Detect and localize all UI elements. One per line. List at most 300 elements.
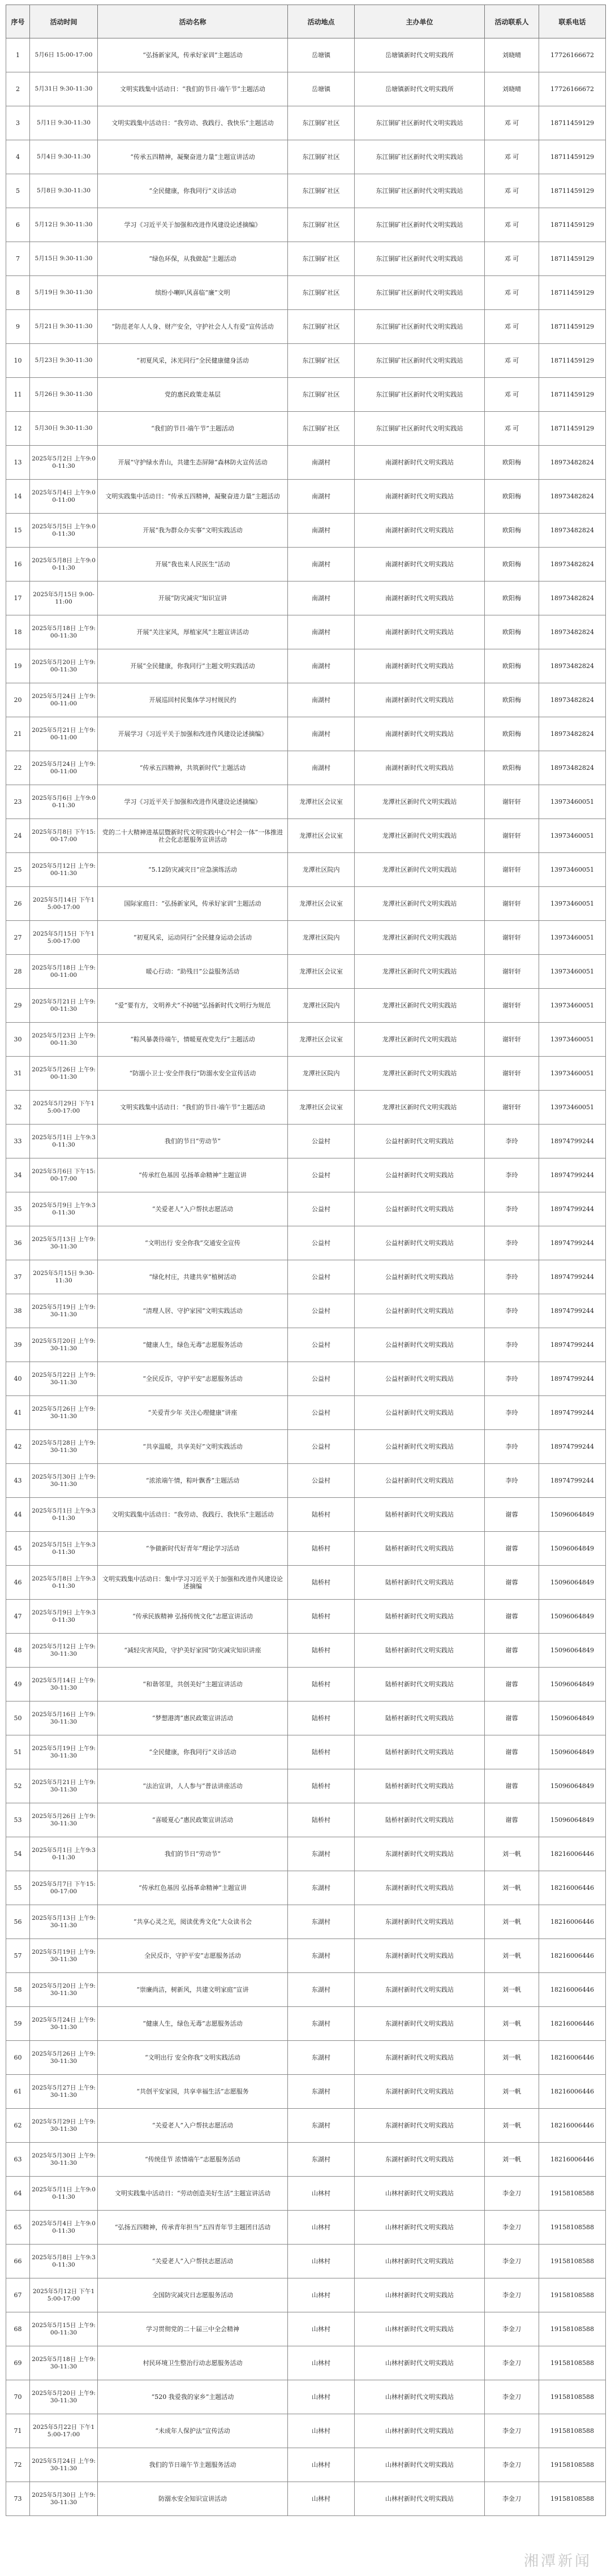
cell-time: 2025年5月15日 上午9:00-11:30 <box>30 2312 98 2346</box>
cell-activity-name: “弘扬五四精神，传承青年担当”五四青年节主题团日活动 <box>98 2211 288 2245</box>
cell-index: 42 <box>6 1430 30 1464</box>
cell-index: 26 <box>6 887 30 921</box>
cell-contact: 李金刀 <box>485 2448 539 2482</box>
cell-host: 东湖村新时代文明实践站 <box>355 2007 485 2041</box>
cell-place: 山林村 <box>288 2278 355 2312</box>
cell-phone: 18974799244 <box>539 1328 606 1362</box>
cell-phone: 19158108588 <box>539 2211 606 2245</box>
cell-host: 东江铜矿社区新时代文明实践站 <box>355 276 485 310</box>
cell-place: 山林村 <box>288 2380 355 2414</box>
cell-host: 陆桥村新时代文明实践站 <box>355 1566 485 1600</box>
cell-host: 龙潭社区新时代文明实践站 <box>355 1091 485 1125</box>
cell-index: 49 <box>6 1668 30 1701</box>
cell-time: 2025年5月26日 上午9:00-11:30 <box>30 1057 98 1091</box>
cell-index: 38 <box>6 1294 30 1328</box>
cell-index: 31 <box>6 1057 30 1091</box>
cell-contact: 邓 可 <box>485 378 539 412</box>
cell-activity-name: 文明实践集中活动日：集中学习习近平关于加强和改进作风建设论述摘编 <box>98 1566 288 1600</box>
table-row <box>6 955 606 989</box>
table-row <box>6 310 606 344</box>
cell-activity-name: “我们的节日·端午节”主题活动 <box>98 412 288 446</box>
cell-place: 东湖村 <box>288 1939 355 1973</box>
cell-time: 2025年5月21日 上午9:00-11:30 <box>30 989 98 1023</box>
cell-place: 东江铜矿社区 <box>288 344 355 378</box>
cell-phone: 18973482824 <box>539 717 606 751</box>
cell-phone: 18973482824 <box>539 514 606 548</box>
cell-time: 5月8日 9:30-11:30 <box>30 174 98 208</box>
cell-phone: 15096064849 <box>539 1735 606 1769</box>
cell-place: 东湖村 <box>288 2075 355 2109</box>
cell-contact: 李金刀 <box>485 2278 539 2312</box>
cell-place: 陆桥村 <box>288 1532 355 1566</box>
cell-host: 公益村新时代文明实践站 <box>355 1294 485 1328</box>
cell-place: 东湖村 <box>288 2109 355 2143</box>
cell-index: 7 <box>6 242 30 276</box>
table-row <box>6 1498 606 1532</box>
cell-time: 2025年5月15日 下午15:00-17:00 <box>30 921 98 955</box>
cell-index: 30 <box>6 1023 30 1057</box>
cell-contact: 邓 可 <box>485 140 539 174</box>
cell-host: 南湖村新时代文明实践站 <box>355 649 485 683</box>
cell-phone: 18216006446 <box>539 1905 606 1939</box>
cell-index: 8 <box>6 276 30 310</box>
cell-activity-name: 我们的节日端午节主题服务活动 <box>98 2448 288 2482</box>
cell-place: 公益村 <box>288 1430 355 1464</box>
cell-time: 5月23日 9:30-11:30 <box>30 344 98 378</box>
cell-host: 山林村新时代文明实践站 <box>355 2414 485 2448</box>
cell-phone: 13973460051 <box>539 1091 606 1125</box>
cell-activity-name: “共创平安家园，共享幸福生活”志愿服务 <box>98 2075 288 2109</box>
cell-contact: 邓 可 <box>485 310 539 344</box>
cell-contact: 刘晓晴 <box>485 38 539 72</box>
cell-host: 公益村新时代文明实践站 <box>355 1362 485 1396</box>
table-row <box>6 785 606 819</box>
cell-index: 64 <box>6 2177 30 2211</box>
cell-place: 岳塘镇 <box>288 38 355 72</box>
cell-host: 公益村新时代文明实践站 <box>355 1192 485 1226</box>
cell-phone: 19158108588 <box>539 2482 606 2516</box>
cell-host: 南湖村新时代文明实践站 <box>355 548 485 581</box>
cell-contact: 谢轩轩 <box>485 1091 539 1125</box>
cell-phone: 18973482824 <box>539 649 606 683</box>
cell-activity-name: “520 我爱我的家乡”主题活动 <box>98 2380 288 2414</box>
cell-activity-name: “全民反诈，守护平安”志愿服务活动 <box>98 1362 288 1396</box>
cell-time: 2025年5月8日 上午9:30-11:30 <box>30 1566 98 1600</box>
cell-phone: 13973460051 <box>539 819 606 853</box>
cell-activity-name: 我们的节日“劳动节” <box>98 1125 288 1158</box>
cell-activity-name: “爱”要有方，文明养犬“不掉链”弘扬新时代文明行为规范 <box>98 989 288 1023</box>
cell-contact: 李玲 <box>485 1396 539 1430</box>
cell-host: 公益村新时代文明实践站 <box>355 1464 485 1498</box>
cell-phone: 18974799244 <box>539 1430 606 1464</box>
cell-contact: 邓 可 <box>485 412 539 446</box>
cell-contact: 谢轩轩 <box>485 989 539 1023</box>
table-row <box>6 581 606 615</box>
cell-activity-name: “全民健康，你我同行”义诊活动 <box>98 174 288 208</box>
cell-host: 东湖村新时代文明实践站 <box>355 1939 485 1973</box>
cell-contact: 谢蓉 <box>485 1566 539 1600</box>
cell-host: 东江铜矿社区新时代文明实践站 <box>355 412 485 446</box>
cell-host: 陆桥村新时代文明实践站 <box>355 1769 485 1803</box>
cell-time: 2025年5月26日 上午9:30-11:30 <box>30 1803 98 1837</box>
cell-activity-name: 开展学习《习近平关于加强和改进作风建设论述摘编》 <box>98 717 288 751</box>
cell-activity-name: “法治宣讲，人人参与”普法讲座活动 <box>98 1769 288 1803</box>
cell-place: 龙潭社区院内 <box>288 989 355 1023</box>
cell-time: 2025年5月30日 上午9:30-11:30 <box>30 2482 98 2516</box>
cell-host: 南湖村新时代文明实践站 <box>355 615 485 649</box>
cell-phone: 18216006446 <box>539 1939 606 1973</box>
cell-time: 2025年5月27日 上午9:30-11:30 <box>30 2075 98 2109</box>
cell-place: 龙潭社区会议室 <box>288 785 355 819</box>
cell-index: 69 <box>6 2346 30 2380</box>
cell-time: 2025年5月21日 上午9:30-11:30 <box>30 1769 98 1803</box>
cell-index: 41 <box>6 1396 30 1430</box>
cell-time: 2025年5月20日 上午9:30-11:30 <box>30 1328 98 1362</box>
cell-phone: 18216006446 <box>539 1973 606 2007</box>
table-row <box>6 38 606 72</box>
cell-place: 公益村 <box>288 1362 355 1396</box>
cell-phone: 18711459129 <box>539 242 606 276</box>
cell-contact: 李玲 <box>485 1226 539 1260</box>
cell-index: 19 <box>6 649 30 683</box>
cell-index: 52 <box>6 1769 30 1803</box>
cell-host: 山林村新时代文明实践站 <box>355 2380 485 2414</box>
cell-activity-name: 文明实践集中活动日：“我们的节日·端午节”主题活动 <box>98 72 288 106</box>
cell-place: 陆桥村 <box>288 1668 355 1701</box>
cell-phone: 18216006446 <box>539 1871 606 1905</box>
cell-index: 57 <box>6 1939 30 1973</box>
table-row <box>6 1735 606 1769</box>
table-row <box>6 717 606 751</box>
cell-activity-name: “共享温暖，共享美好”文明实践活动 <box>98 1430 288 1464</box>
cell-place: 东江铜矿社区 <box>288 412 355 446</box>
cell-activity-name: “未成年人保护法”宣传活动 <box>98 2414 288 2448</box>
header-name: 活动名称 <box>98 5 288 38</box>
cell-host: 东湖村新时代文明实践站 <box>355 1973 485 2007</box>
table-row <box>6 751 606 785</box>
cell-place: 山林村 <box>288 2346 355 2380</box>
cell-time: 2025年5月22日 上午9:30-11:30 <box>30 1362 98 1396</box>
table-row <box>6 412 606 446</box>
cell-phone: 18974799244 <box>539 1362 606 1396</box>
cell-activity-name: 学习《习近平关于加强和改进作风建设论述摘编》 <box>98 785 288 819</box>
cell-phone: 19158108588 <box>539 2245 606 2278</box>
cell-contact: 谢轩轩 <box>485 921 539 955</box>
header-host: 主办单位 <box>355 5 485 38</box>
table-row <box>6 1226 606 1260</box>
table-row <box>6 649 606 683</box>
cell-activity-name: “粽风暴袭待端午，情暖夏夜党先行”主题活动 <box>98 1023 288 1057</box>
cell-phone: 18711459129 <box>539 412 606 446</box>
cell-index: 72 <box>6 2448 30 2482</box>
table-row <box>6 1023 606 1057</box>
cell-place: 山林村 <box>288 2245 355 2278</box>
cell-place: 龙潭社区院内 <box>288 853 355 887</box>
cell-time: 2025年5月19日 上午9:30-11:30 <box>30 1294 98 1328</box>
cell-contact: 欧阳梅 <box>485 581 539 615</box>
cell-index: 35 <box>6 1192 30 1226</box>
cell-time: 5月6日 15:00-17:00 <box>30 38 98 72</box>
table-row <box>6 2346 606 2380</box>
cell-contact: 李玲 <box>485 1260 539 1294</box>
cell-time: 5月26日 9:30-11:30 <box>30 378 98 412</box>
cell-phone: 18974799244 <box>539 1294 606 1328</box>
cell-index: 25 <box>6 853 30 887</box>
cell-contact: 李玲 <box>485 1125 539 1158</box>
table-row <box>6 1905 606 1939</box>
cell-index: 59 <box>6 2007 30 2041</box>
cell-place: 公益村 <box>288 1158 355 1192</box>
cell-phone: 19158108588 <box>539 2278 606 2312</box>
cell-place: 公益村 <box>288 1125 355 1158</box>
cell-phone: 13973460051 <box>539 887 606 921</box>
cell-time: 2025年5月14日 下午15:00-17:00 <box>30 887 98 921</box>
cell-place: 东湖村 <box>288 2143 355 2177</box>
cell-phone: 18974799244 <box>539 1192 606 1226</box>
cell-time: 2025年5月19日 上午9:30-11:30 <box>30 1735 98 1769</box>
cell-contact: 李玲 <box>485 1294 539 1328</box>
cell-place: 公益村 <box>288 1328 355 1362</box>
cell-place: 山林村 <box>288 2177 355 2211</box>
cell-contact: 李金刀 <box>485 2245 539 2278</box>
cell-host: 山林村新时代文明实践站 <box>355 2245 485 2278</box>
cell-activity-name: 防溺水安全知识宣讲活动 <box>98 2482 288 2516</box>
cell-phone: 19158108588 <box>539 2177 606 2211</box>
cell-time: 2025年5月28日 上午9:30-11:30 <box>30 1430 98 1464</box>
cell-host: 东湖村新时代文明实践站 <box>355 1871 485 1905</box>
cell-index: 1 <box>6 38 30 72</box>
cell-activity-name: “传承民族精神 弘扬传统文化”志愿宣讲活动 <box>98 1600 288 1634</box>
cell-place: 陆桥村 <box>288 1701 355 1735</box>
cell-time: 2025年5月16日 上午9:30-11:30 <box>30 1701 98 1735</box>
cell-host: 南湖村新时代文明实践站 <box>355 751 485 785</box>
cell-time: 2025年5月22日 下午15:00-17:00 <box>30 2414 98 2448</box>
cell-time: 2025年5月15日 9:00-11:00 <box>30 581 98 615</box>
table-row <box>6 208 606 242</box>
cell-activity-name: “绿化村庄，共建共享”植树活动 <box>98 1260 288 1294</box>
cell-phone: 15096064849 <box>539 1600 606 1634</box>
cell-place: 东江铜矿社区 <box>288 174 355 208</box>
cell-time: 2025年5月12日 上午9:30-11:30 <box>30 1634 98 1668</box>
cell-contact: 欧阳梅 <box>485 480 539 514</box>
cell-index: 47 <box>6 1600 30 1634</box>
cell-phone: 18973482824 <box>539 446 606 480</box>
cell-place: 东江铜矿社区 <box>288 242 355 276</box>
cell-phone: 18711459129 <box>539 310 606 344</box>
cell-index: 9 <box>6 310 30 344</box>
cell-index: 37 <box>6 1260 30 1294</box>
cell-time: 2025年5月29日 下午15:00-17:00 <box>30 1091 98 1125</box>
table-row <box>6 2448 606 2482</box>
table-row <box>6 1260 606 1294</box>
cell-time: 5月21日 9:30-11:30 <box>30 310 98 344</box>
cell-phone: 18216006446 <box>539 1837 606 1871</box>
table-row <box>6 1125 606 1158</box>
table-row <box>6 1158 606 1192</box>
table-row <box>6 887 606 921</box>
cell-phone: 15096064849 <box>539 1803 606 1837</box>
cell-phone: 18974799244 <box>539 1260 606 1294</box>
table-row <box>6 853 606 887</box>
cell-phone: 18711459129 <box>539 344 606 378</box>
cell-contact: 李玲 <box>485 1328 539 1362</box>
cell-index: 44 <box>6 1498 30 1532</box>
cell-activity-name: 村民环境卫生整治行动志愿服务活动 <box>98 2346 288 2380</box>
cell-host: 东江铜矿社区新时代文明实践站 <box>355 378 485 412</box>
cell-contact: 李金刀 <box>485 2312 539 2346</box>
cell-host: 龙潭社区新时代文明实践站 <box>355 989 485 1023</box>
cell-host: 东江铜矿社区新时代文明实践站 <box>355 174 485 208</box>
cell-host: 山林村新时代文明实践站 <box>355 2448 485 2482</box>
cell-host: 山林村新时代文明实践站 <box>355 2211 485 2245</box>
cell-host: 南湖村新时代文明实践站 <box>355 514 485 548</box>
cell-index: 12 <box>6 412 30 446</box>
cell-phone: 13973460051 <box>539 989 606 1023</box>
cell-host: 龙潭社区新时代文明实践站 <box>355 1023 485 1057</box>
cell-time: 2025年5月30日 上午9:30-11:30 <box>30 1464 98 1498</box>
cell-time: 2025年5月13日 上午9:30-11:30 <box>30 1226 98 1260</box>
table-row <box>6 344 606 378</box>
cell-host: 公益村新时代文明实践站 <box>355 1430 485 1464</box>
cell-place: 公益村 <box>288 1396 355 1430</box>
table-row <box>6 480 606 514</box>
cell-activity-name: 开展“我为群众办实事”文明实践活动 <box>98 514 288 548</box>
cell-time: 2025年5月19日 上午9:30-11:30 <box>30 1939 98 1973</box>
cell-host: 东湖村新时代文明实践站 <box>355 2075 485 2109</box>
cell-time: 2025年5月21日 上午9:00-11:00 <box>30 717 98 751</box>
table-row <box>6 242 606 276</box>
cell-time: 2025年5月18日 上午9:30-11:30 <box>30 2346 98 2380</box>
cell-phone: 15096064849 <box>539 1701 606 1735</box>
cell-activity-name: 开展巡回村民集体学习村规民约 <box>98 683 288 717</box>
table-row <box>6 2143 606 2177</box>
cell-index: 36 <box>6 1226 30 1260</box>
cell-contact: 刘一帆 <box>485 1837 539 1871</box>
cell-index: 2 <box>6 72 30 106</box>
cell-contact: 欧阳梅 <box>485 717 539 751</box>
cell-activity-name: “喜暖夏心”惠民政策宣讲活动 <box>98 1803 288 1837</box>
table-row <box>6 2278 606 2312</box>
cell-contact: 谢蓉 <box>485 1498 539 1532</box>
cell-index: 48 <box>6 1634 30 1668</box>
cell-activity-name: 暖心行动：“助残日”公益服务活动 <box>98 955 288 989</box>
cell-place: 东湖村 <box>288 1837 355 1871</box>
cell-host: 南湖村新时代文明实践站 <box>355 683 485 717</box>
table-row <box>6 276 606 310</box>
cell-contact: 邓 可 <box>485 174 539 208</box>
cell-time: 2025年5月24日 上午9:30-11:30 <box>30 2448 98 2482</box>
cell-index: 67 <box>6 2278 30 2312</box>
cell-activity-name: 缤纷小喇叭风喜临“廉”文明 <box>98 276 288 310</box>
cell-activity-name: “清理人居、守护家园”文明实践活动 <box>98 1294 288 1328</box>
cell-phone: 18973482824 <box>539 615 606 649</box>
cell-contact: 李金刀 <box>485 2211 539 2245</box>
cell-contact: 谢蓉 <box>485 1600 539 1634</box>
table-row <box>6 548 606 581</box>
cell-phone: 18711459129 <box>539 140 606 174</box>
cell-phone: 15096064849 <box>539 1532 606 1566</box>
cell-contact: 欧阳梅 <box>485 514 539 548</box>
cell-place: 南湖村 <box>288 683 355 717</box>
cell-index: 51 <box>6 1735 30 1769</box>
cell-phone: 18711459129 <box>539 378 606 412</box>
cell-place: 山林村 <box>288 2414 355 2448</box>
cell-host: 公益村新时代文明实践站 <box>355 1396 485 1430</box>
cell-place: 山林村 <box>288 2482 355 2516</box>
cell-index: 46 <box>6 1566 30 1600</box>
cell-time: 2025年5月13日 上午9:30-11:30 <box>30 1905 98 1939</box>
cell-activity-name: “梦想港湾”惠民政策宣讲活动 <box>98 1701 288 1735</box>
cell-phone: 18974799244 <box>539 1396 606 1430</box>
cell-index: 28 <box>6 955 30 989</box>
cell-time: 2025年5月1日 上午9:00-11:30 <box>30 2177 98 2211</box>
cell-activity-name: 全民反诈，守护平安”志愿服务活动 <box>98 1939 288 1973</box>
cell-activity-name: “健康人生，绿色无毒”志愿服务活动 <box>98 1328 288 1362</box>
table-row <box>6 446 606 480</box>
cell-time: 2025年5月26日 上午9:30-11:30 <box>30 2041 98 2075</box>
table-row <box>6 2414 606 2448</box>
cell-contact: 谢蓉 <box>485 1803 539 1837</box>
table-row <box>6 1328 606 1362</box>
cell-activity-name: “健康人生，绿色无毒”志愿服务活动 <box>98 2007 288 2041</box>
cell-time: 2025年5月24日 上午9:30-11:30 <box>30 2007 98 2041</box>
cell-index: 61 <box>6 2075 30 2109</box>
cell-time: 2025年5月8日 上午9:00-11:30 <box>30 548 98 581</box>
cell-host: 东湖村新时代文明实践站 <box>355 2041 485 2075</box>
cell-place: 龙潭社区会议室 <box>288 1023 355 1057</box>
cell-phone: 18974799244 <box>539 1226 606 1260</box>
cell-index: 40 <box>6 1362 30 1396</box>
cell-contact: 欧阳梅 <box>485 683 539 717</box>
cell-activity-name: “减轻灾害风险，守护美好家园”防灾减灾知识讲座 <box>98 1634 288 1668</box>
cell-time: 2025年5月29日 上午9:30-11:30 <box>30 2109 98 2143</box>
cell-contact: 李金刀 <box>485 2177 539 2211</box>
cell-index: 23 <box>6 785 30 819</box>
cell-time: 2025年5月14日 上午9:30-11:30 <box>30 1668 98 1701</box>
cell-place: 山林村 <box>288 2448 355 2482</box>
cell-contact: 欧阳梅 <box>485 548 539 581</box>
cell-place: 公益村 <box>288 1260 355 1294</box>
cell-host: 陆桥村新时代文明实践站 <box>355 1803 485 1837</box>
cell-contact: 谢蓉 <box>485 1634 539 1668</box>
table-row <box>6 72 606 106</box>
cell-contact: 欧阳梅 <box>485 751 539 785</box>
cell-place: 公益村 <box>288 1192 355 1226</box>
cell-contact: 李玲 <box>485 1362 539 1396</box>
cell-host: 岳塘镇新时代文明实践所 <box>355 72 485 106</box>
cell-contact: 谢轩轩 <box>485 785 539 819</box>
cell-activity-name: 开展“关注家风，厚植家风”主题宣讲活动 <box>98 615 288 649</box>
cell-place: 东湖村 <box>288 2041 355 2075</box>
cell-host: 龙潭社区新时代文明实践站 <box>355 1057 485 1091</box>
cell-contact: 李玲 <box>485 1192 539 1226</box>
cell-index: 58 <box>6 1973 30 2007</box>
cell-host: 东江铜矿社区新时代文明实践站 <box>355 242 485 276</box>
cell-contact: 欧阳梅 <box>485 649 539 683</box>
cell-phone: 18216006446 <box>539 2075 606 2109</box>
cell-time: 2025年5月1日 上午9:30-11:30 <box>30 1498 98 1532</box>
cell-place: 东江铜矿社区 <box>288 378 355 412</box>
table-row <box>6 2177 606 2211</box>
cell-phone: 18973482824 <box>539 751 606 785</box>
activity-schedule-table <box>6 5 606 2516</box>
cell-host: 山林村新时代文明实践站 <box>355 2312 485 2346</box>
cell-index: 71 <box>6 2414 30 2448</box>
cell-contact: 刘一帆 <box>485 2075 539 2109</box>
cell-index: 17 <box>6 581 30 615</box>
cell-host: 南湖村新时代文明实践站 <box>355 480 485 514</box>
cell-contact: 刘一帆 <box>485 1973 539 2007</box>
